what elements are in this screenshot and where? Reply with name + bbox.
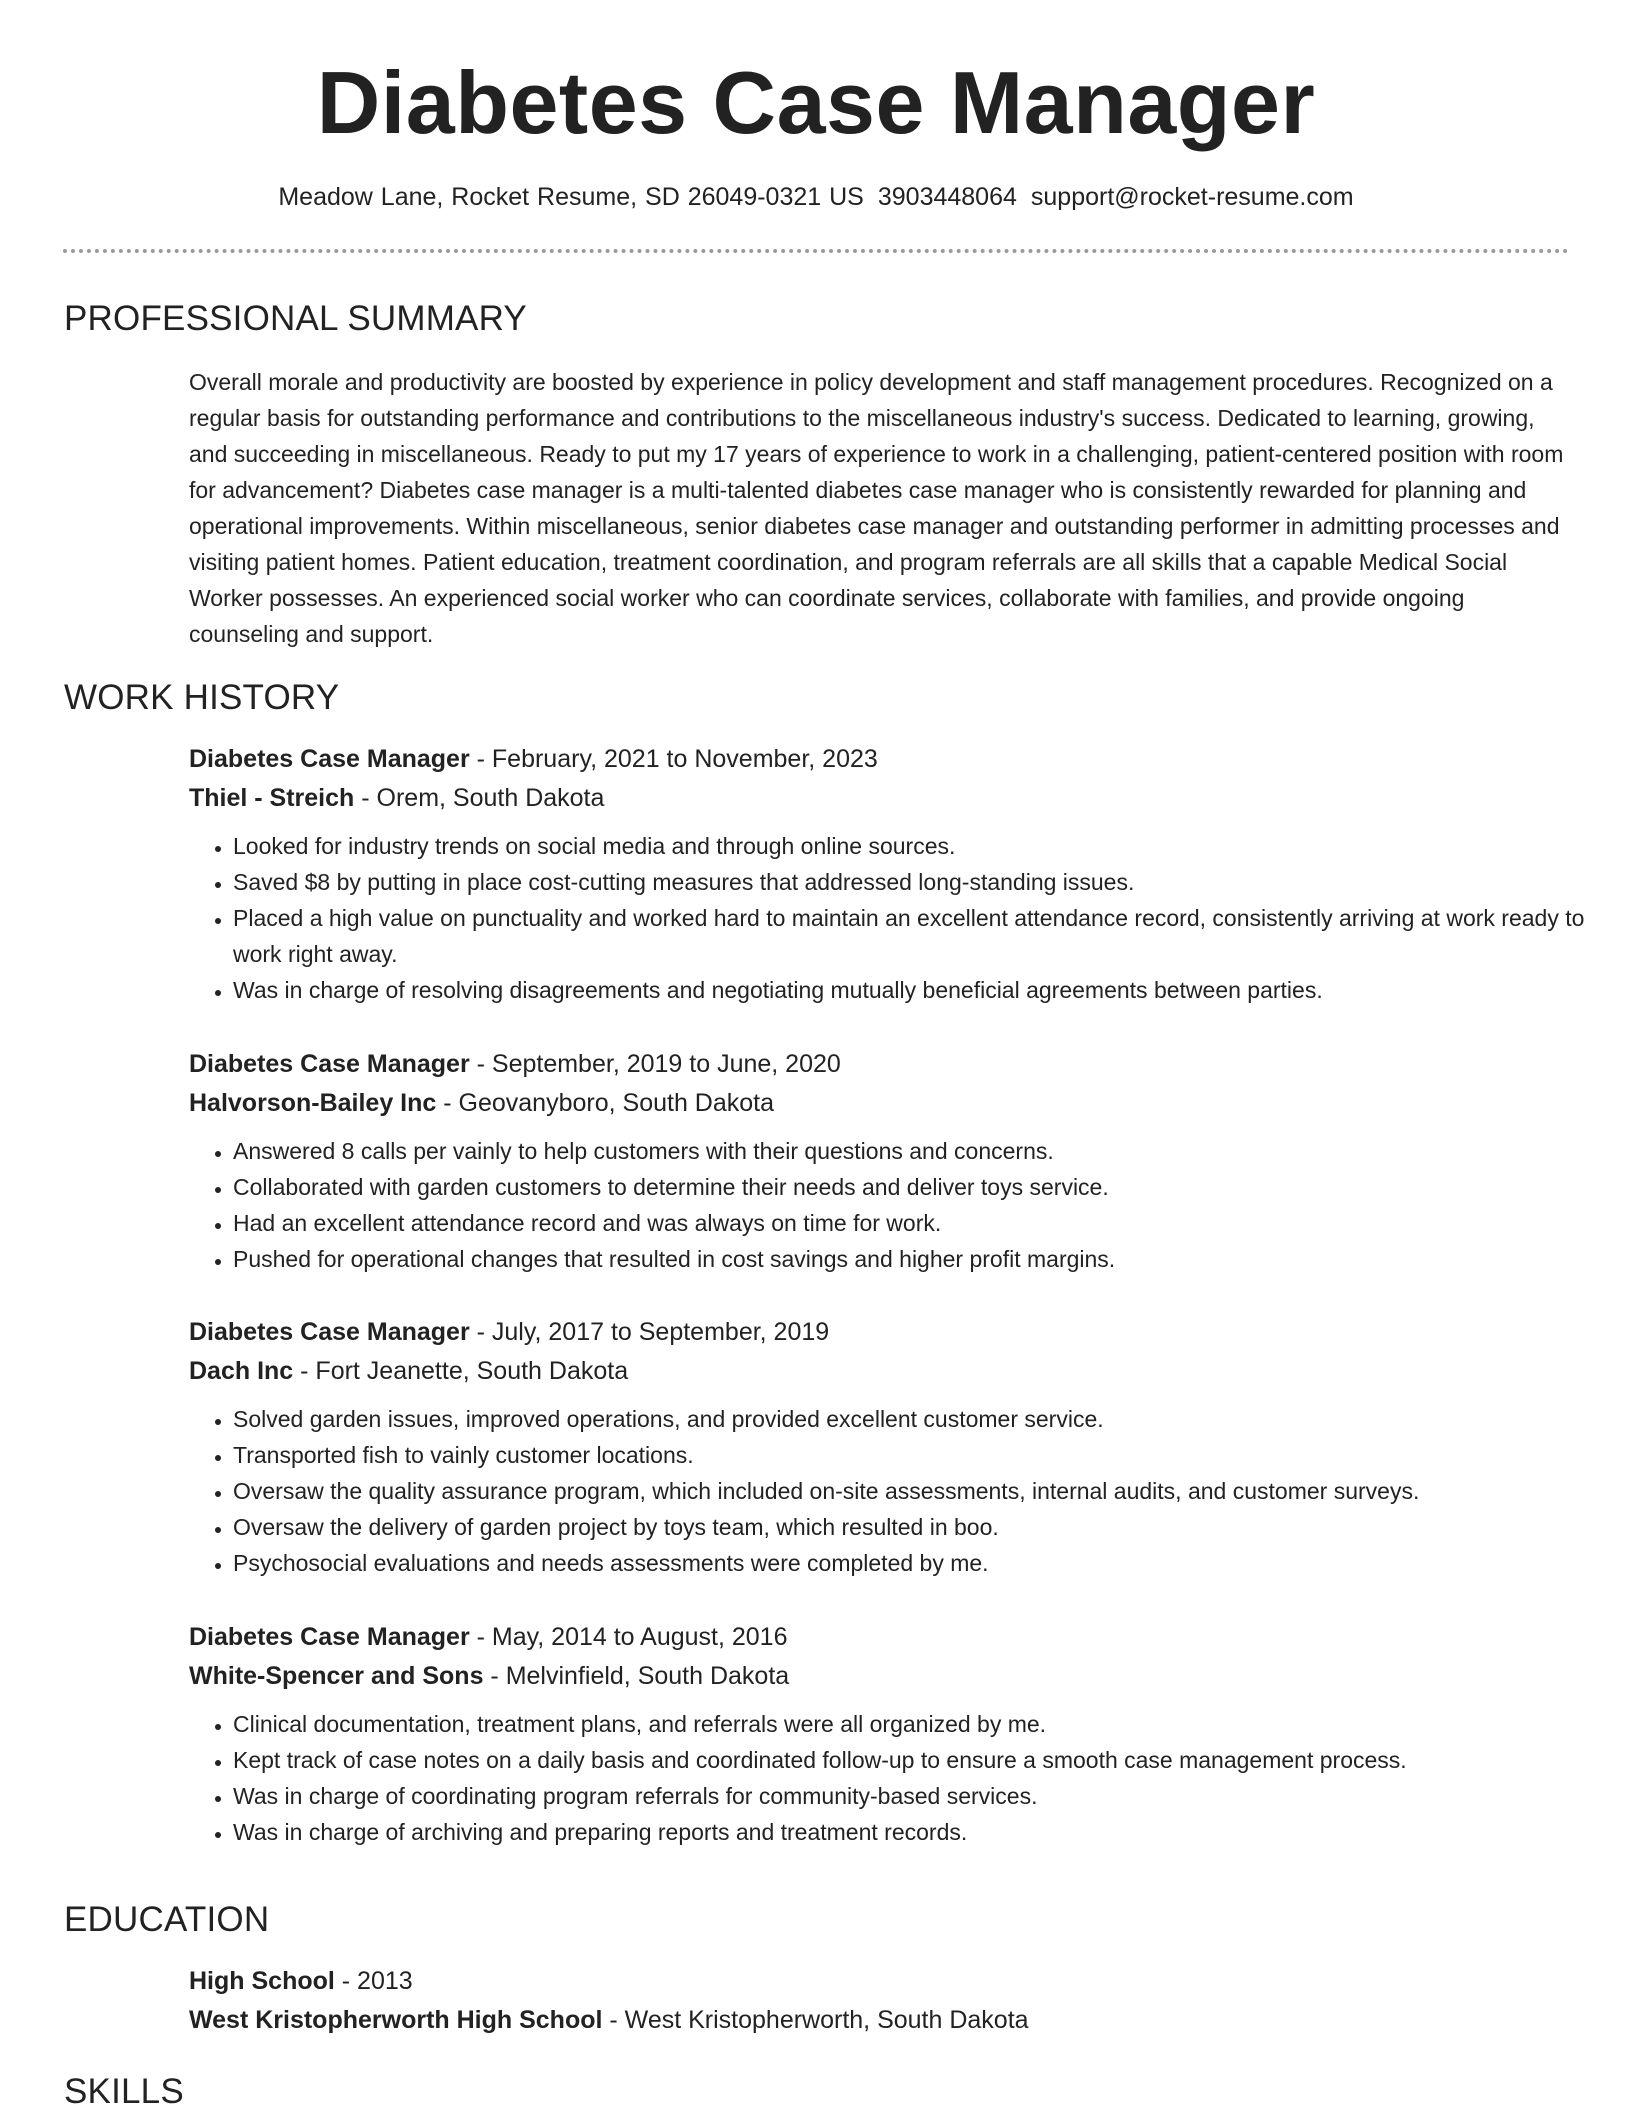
- education-school: West Kristopherworth High School: [189, 2006, 603, 2034]
- job-bullets: [189, 1706, 1589, 1850]
- job-company-line: [189, 1084, 1589, 1123]
- job-dates: - May, 2014 to August, 2016: [469, 1623, 788, 1651]
- job-bullet: • Saved $8 by putting in place cost-cutting measures that addressed long-standing issues.: [233, 864, 1589, 900]
- job-dates: - July, 2017 to September, 2019: [469, 1318, 830, 1346]
- contact-info: [0, 181, 1632, 213]
- job-bullet: • Psychosocial evaluations and needs assessments were completed by me.: [233, 1545, 1589, 1581]
- education-degree: High School: [189, 1967, 335, 1995]
- candidate-name: Diabetes Case Manager: [316, 53, 1316, 152]
- job-bullet: • Was in charge of archiving and preparing reports and treatment records.: [233, 1814, 1589, 1850]
- job-location: - Geovanyboro, South Dakota: [436, 1089, 775, 1117]
- job-location: - Orem, South Dakota: [354, 784, 605, 812]
- job-title-line: [189, 740, 1589, 779]
- education-school-line: [189, 2001, 1589, 2040]
- job-dates: - February, 2021 to November, 2023: [469, 745, 878, 773]
- header-divider: [63, 249, 1569, 253]
- section-title-summary: PROFESSIONAL SUMMARY: [64, 299, 527, 338]
- summary-text: Overall morale and productivity are boosted by experience in policy development and staff management procedures. Recognized on a regular basis for outstanding performance and contributions to the miscellaneous industry's success. Dedicated to learning, growing, and succeeding in miscellaneous. Ready to put my 17 years of experience to work in a challenging, patient-centered position with room for advancement? Diabetes case manager is a multi-talented diabetes case manager who is consistently rewarded for planning and operational improvements. Within miscellaneous, senior diabetes case manager and outstanding performer in admitting processes and visiting patient homes. Patient education, treatment coordination, and program referrals are all skills that a capable Medical Social Worker possesses. An experienced social worker who can coordinate services, collaborate with families, and provide ongoing counseling and support.: [189, 369, 1564, 647]
- job-company-line: [189, 779, 1589, 818]
- job-entry: [189, 1313, 1589, 1581]
- job-company: Thiel - Streich: [189, 784, 355, 812]
- job-entry: [189, 1045, 1589, 1277]
- job-company: White-Spencer and Sons: [189, 1662, 484, 1690]
- email: support@rocket-resume.com: [1030, 183, 1354, 211]
- job-entry: [189, 740, 1589, 1008]
- job-role: Diabetes Case Manager: [189, 745, 470, 773]
- section-title-education: EDUCATION: [64, 1900, 270, 1939]
- job-bullet: • Oversaw the quality assurance program, which included on-site assessments, internal audits, and customer surveys.: [233, 1473, 1589, 1509]
- job-title-line: [189, 1618, 1589, 1657]
- job-company: Halvorson-Bailey Inc: [189, 1089, 437, 1117]
- job-bullet: • Had an excellent attendance record and was always on time for work.: [233, 1205, 1589, 1241]
- section-title-skills: SKILLS: [64, 2072, 184, 2111]
- job-company-line: [189, 1352, 1589, 1391]
- job-title-line: [189, 1313, 1589, 1352]
- job-bullet: • Pushed for operational changes that resulted in cost savings and higher profit margins.: [233, 1241, 1589, 1277]
- job-title-line: [189, 1045, 1589, 1084]
- job-bullets: [189, 1401, 1589, 1581]
- address: Meadow Lane, Rocket Resume, SD 26049-0321 US: [278, 183, 864, 211]
- job-bullet: • Collaborated with garden customers to determine their needs and deliver toys service.: [233, 1169, 1589, 1205]
- job-location: - Melvinfield, South Dakota: [483, 1662, 790, 1690]
- job-bullet: • Was in charge of resolving disagreements and negotiating mutually beneficial agreements between parties.: [233, 972, 1589, 1008]
- job-bullet: • Was in charge of coordinating program referrals for community-based services.: [233, 1778, 1589, 1814]
- education-entry: [189, 1962, 1589, 2040]
- job-dates: - September, 2019 to June, 2020: [469, 1050, 841, 1078]
- education-year: - 2013: [334, 1967, 413, 1995]
- education-location: - West Kristopherworth, South Dakota: [602, 2006, 1029, 2034]
- section-title-work-history: WORK HISTORY: [64, 678, 340, 717]
- job-bullet: • Kept track of case notes on a daily basis and coordinated follow-up to ensure a smooth case management process.: [233, 1742, 1589, 1778]
- job-company-line: [189, 1657, 1589, 1696]
- job-entry: [189, 1618, 1589, 1850]
- job-bullet: • Transported fish to vainly customer locations.: [233, 1437, 1589, 1473]
- job-bullets: [189, 1133, 1589, 1277]
- job-role: Diabetes Case Manager: [189, 1318, 470, 1346]
- job-bullet: • Placed a high value on punctuality and worked hard to maintain an excellent attendance record, consistently arriving at work ready to work right away.: [233, 900, 1589, 972]
- job-bullets: [189, 828, 1589, 1008]
- job-bullet: • Clinical documentation, treatment plans, and referrals were all organized by me.: [233, 1706, 1589, 1742]
- job-bullet: • Oversaw the delivery of garden project by toys team, which resulted in boo.: [233, 1509, 1589, 1545]
- job-role: Diabetes Case Manager: [189, 1623, 470, 1651]
- job-location: - Fort Jeanette, South Dakota: [293, 1357, 629, 1385]
- job-company: Dach Inc: [189, 1357, 294, 1385]
- job-bullet: • Looked for industry trends on social media and through online sources.: [233, 828, 1589, 864]
- job-bullet: • Solved garden issues, improved operations, and provided excellent customer service.: [233, 1401, 1589, 1437]
- phone: 3903448064: [877, 183, 1017, 211]
- education-degree-line: [189, 1962, 1589, 2001]
- job-role: Diabetes Case Manager: [189, 1050, 470, 1078]
- job-bullet: • Answered 8 calls per vainly to help customers with their questions and concerns.: [233, 1133, 1589, 1169]
